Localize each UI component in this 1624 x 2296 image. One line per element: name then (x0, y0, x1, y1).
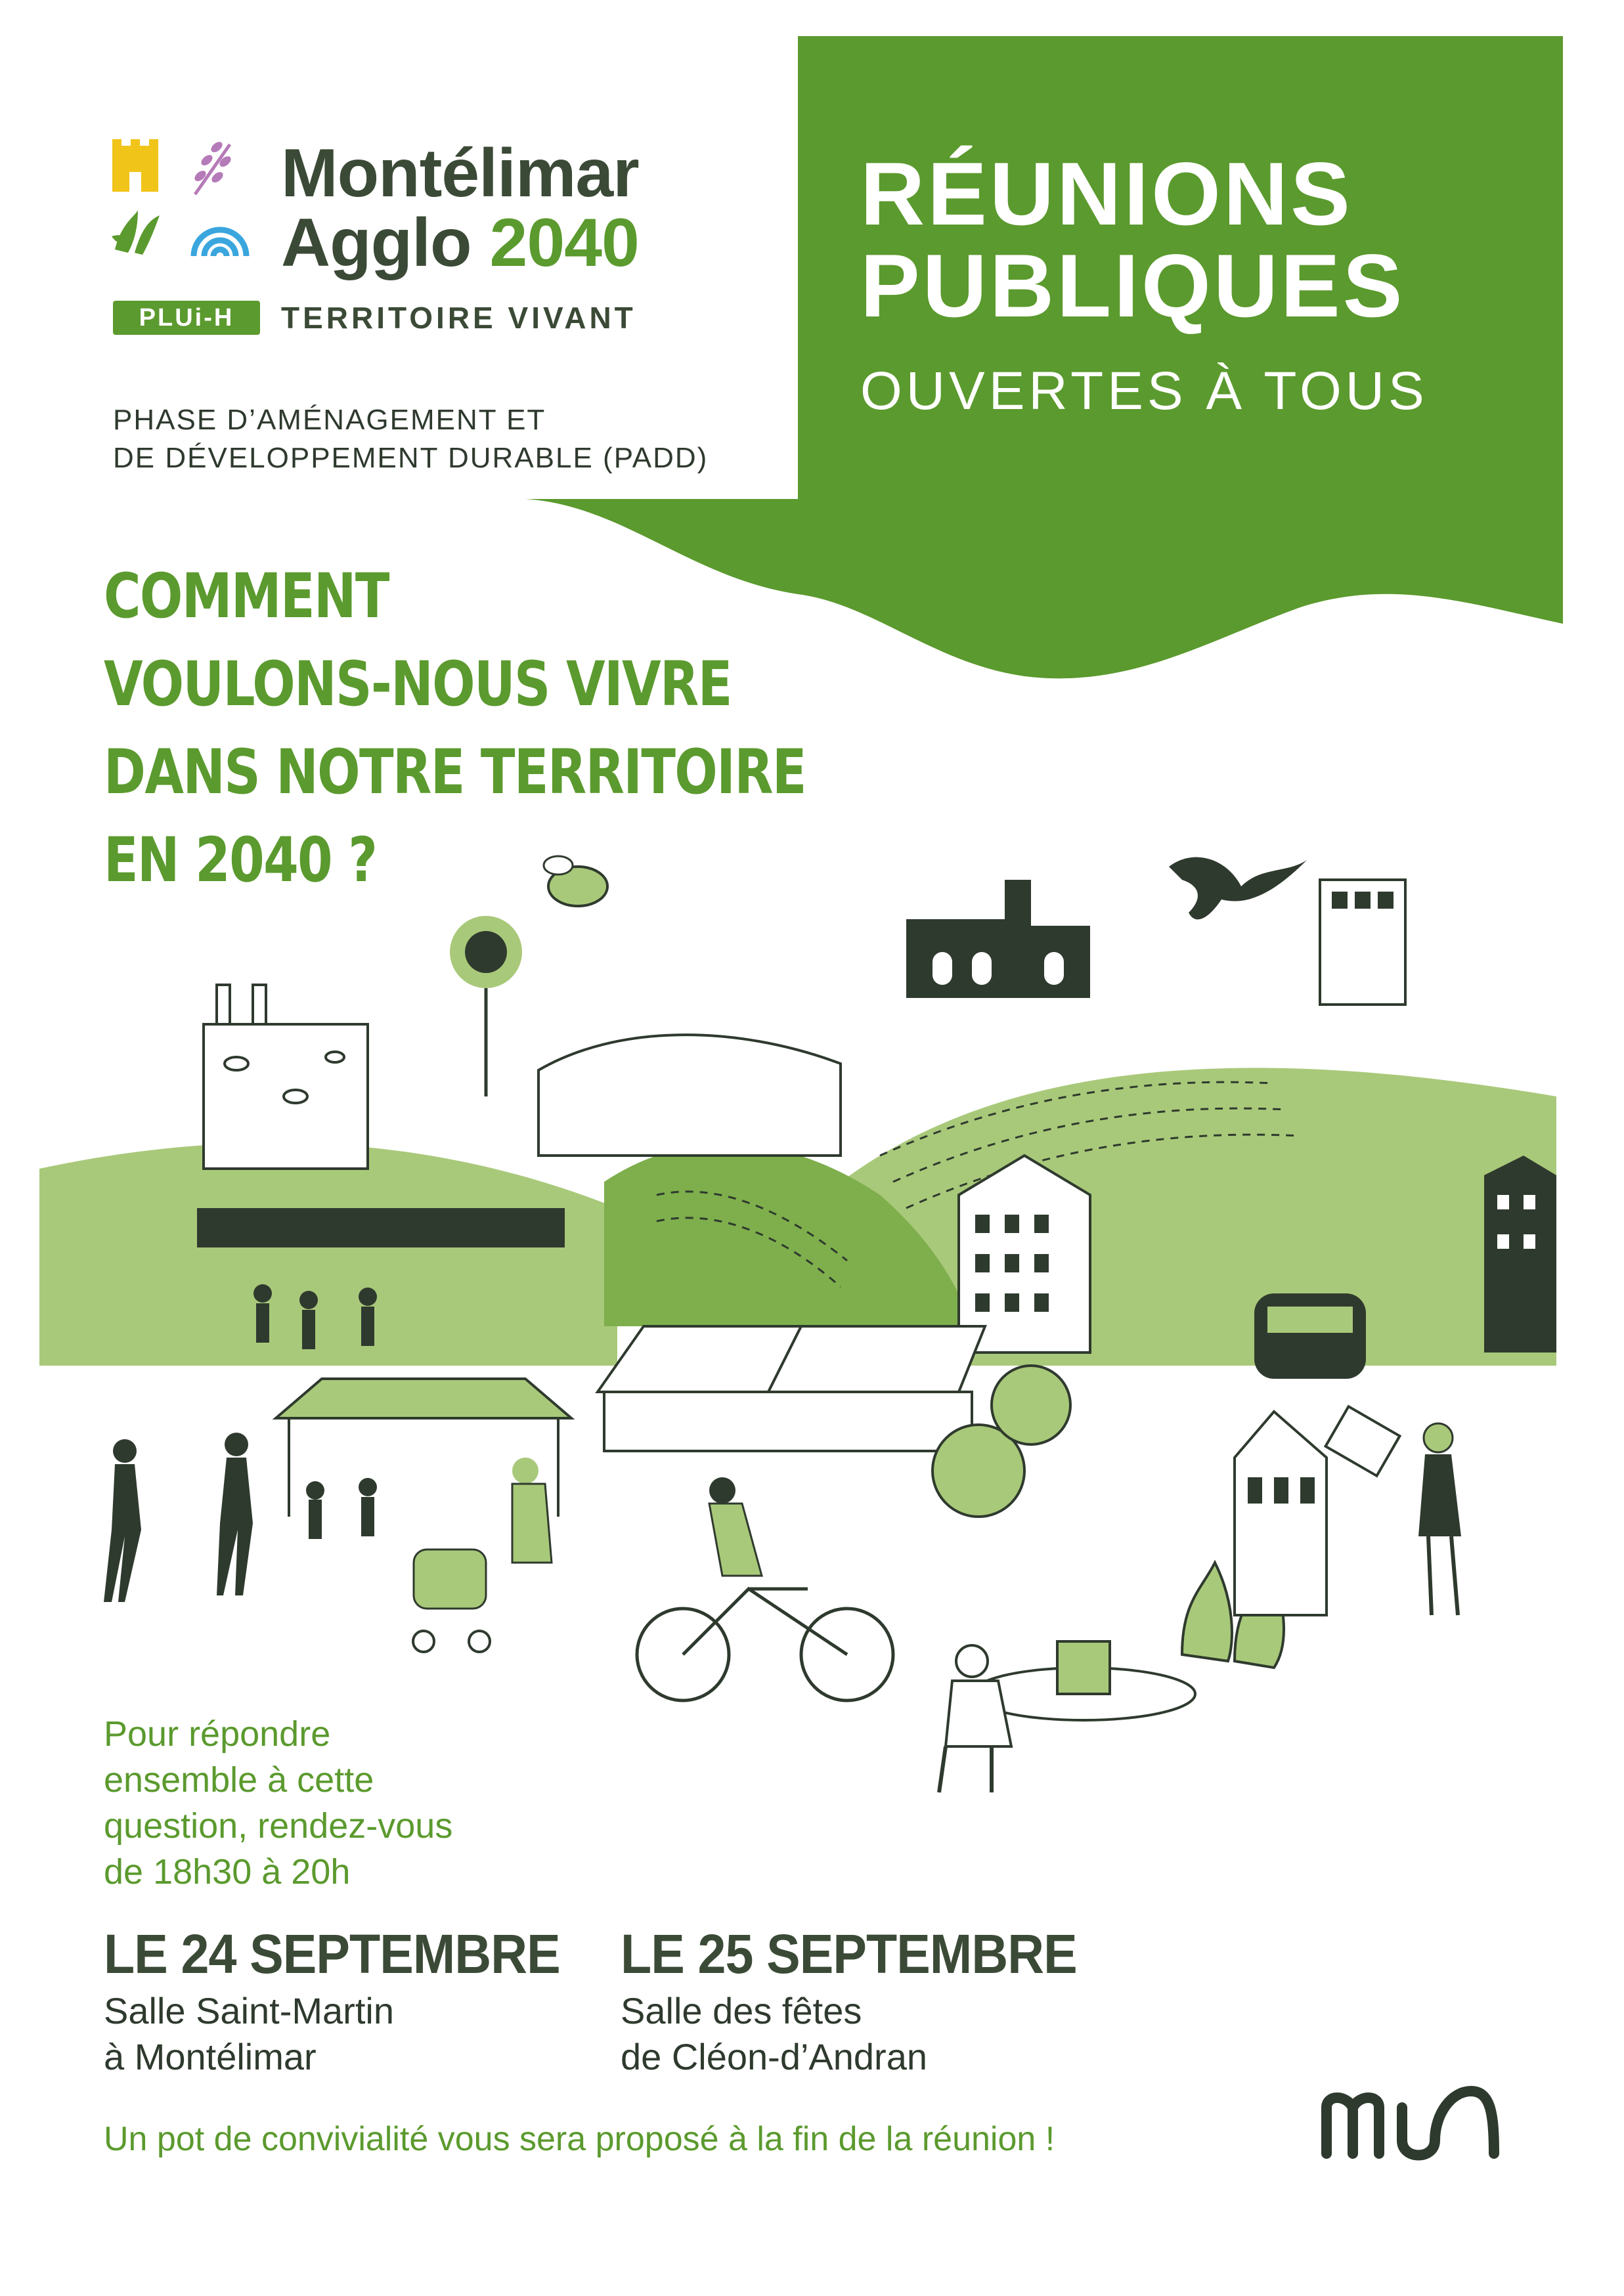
hill-small (538, 1035, 841, 1156)
intro-line2: ensemble à cette (104, 1760, 374, 1800)
question-line1: COMMENT (104, 561, 389, 632)
plui-h-badge: PLUi-H (113, 301, 260, 335)
bird (1169, 857, 1307, 920)
market-hall (197, 1208, 565, 1349)
brand-tagline: TERRITOIRE VIVANT (281, 301, 636, 335)
logo-icons (108, 138, 266, 269)
banner-title-line2: PUBLIQUES (860, 236, 1405, 336)
intro-line1: Pour répondre (104, 1714, 331, 1754)
question-line4: EN 2040 ? (104, 825, 377, 896)
intro-line3: question, rendez-vous (104, 1806, 453, 1846)
sunflower (450, 916, 522, 1096)
meeting-venue-1: Salle Saint-Martin (104, 1990, 394, 2031)
meeting-date-1: LE 24 SEPTEMBRE (104, 1923, 560, 1985)
plant-icon (112, 210, 160, 255)
brand-agglo: Agglo (281, 205, 472, 281)
warehouses (598, 1326, 985, 1451)
brand-year: 2040 (489, 205, 639, 281)
lavender-icon (192, 140, 232, 194)
meeting-town-2: de Cléon-d’Andran (621, 2036, 927, 2077)
meeting-town-1: à Montélimar (104, 2036, 317, 2077)
phase-line2: DE DÉVELOPPEMENT DURABLE (PADD) (113, 442, 709, 474)
question-line3: DANS NOTRE TERRITOIRE (104, 737, 806, 808)
banner-title-line1: RÉUNIONS (860, 144, 1353, 244)
banner-subtitle: OUVERTES À TOUS (860, 361, 1428, 421)
town-illustration (26, 788, 1602, 1812)
brand-name-line1: Montélimar (281, 135, 639, 211)
agglo-logo-icon (1313, 2075, 1504, 2167)
brand-name-line2 (281, 205, 639, 281)
meeting-venue-2: Salle des fêtes (621, 1990, 862, 2031)
closing-note: Un pot de convivialité vous sera proposé à la fin de la réunion ! (104, 2120, 1055, 2158)
castle-ruins (906, 880, 1090, 998)
tower-icon (112, 139, 158, 192)
question-line2: VOULONS-NOUS VIVRE (104, 649, 732, 720)
phase-line1: PHASE D’AMÉNAGEMENT ET (113, 404, 546, 436)
meeting-date-2: LE 25 SEPTEMBRE (621, 1923, 1077, 1985)
bee (544, 856, 607, 906)
tower (1320, 880, 1405, 1005)
train (1254, 1293, 1366, 1379)
intro-line4: de 18h30 à 20h (104, 1852, 351, 1892)
stone-house (204, 985, 368, 1169)
rainbow-icon (194, 230, 246, 256)
dark-building (1484, 1156, 1556, 1353)
apartment-block (959, 1156, 1090, 1353)
